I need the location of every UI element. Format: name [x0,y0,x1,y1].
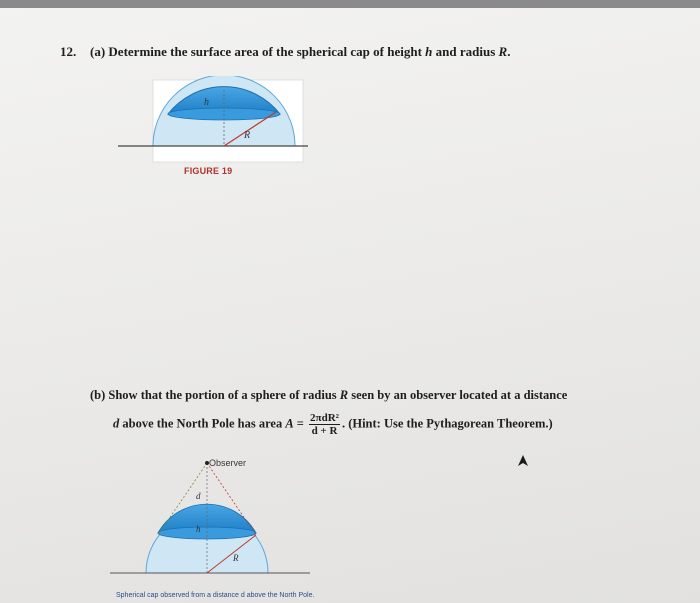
part-b-hint: (Hint: Use the Pythagorean Theorem.) [348,416,553,431]
part-b-var-A: A [285,416,294,431]
part-a-var-h: h [425,44,433,59]
observer-label: Observer [209,458,247,468]
figure-observer-cap [110,453,310,583]
area-formula-fraction [309,412,340,437]
figure-19-label-h: h [204,97,209,108]
part-b-var-R: R [339,388,349,402]
part-a-text [90,44,510,60]
part-b-line-1 [90,388,567,403]
part-b-text-3: above the North Pole has area [122,416,283,431]
figure-observer-caption: Spherical cap observed from a distance d above the North Pole. [116,592,315,599]
textbook-page [0,8,700,603]
fraction-numerator: 2πdR² [310,412,339,424]
figure-label-h: h [196,524,201,534]
problem-number: 12. [60,44,77,59]
part-a-var-R: R [498,44,508,59]
part-b-line-2 [113,412,553,437]
part-a-text-2: and radius [435,44,496,59]
part-b-text-1: Show that the portion of a sphere of radius [108,388,337,402]
part-b-text-2: seen by an observer located at a distance [351,388,568,402]
part-a-period: . [507,44,511,59]
formula-dot: . [341,416,346,431]
part-a-text-1: Determine the surface area of the spherical cap of height [108,44,422,59]
part-b-var-d: d [113,416,120,431]
figure-19-label-R: R [244,130,251,141]
figure-label-R: R [233,553,239,563]
fraction-denominator: d + R [311,425,338,437]
part-a-label: (a) [90,44,106,59]
figure-label-d: d [196,491,201,501]
part-b-equals: = [296,416,304,431]
figure-19-caption: FIGURE 19 [184,166,233,176]
top-edge [0,0,700,8]
mouse-pointer-icon [516,454,530,468]
figure-19-spherical-cap [118,76,308,166]
part-b-label: (b) [90,388,106,402]
